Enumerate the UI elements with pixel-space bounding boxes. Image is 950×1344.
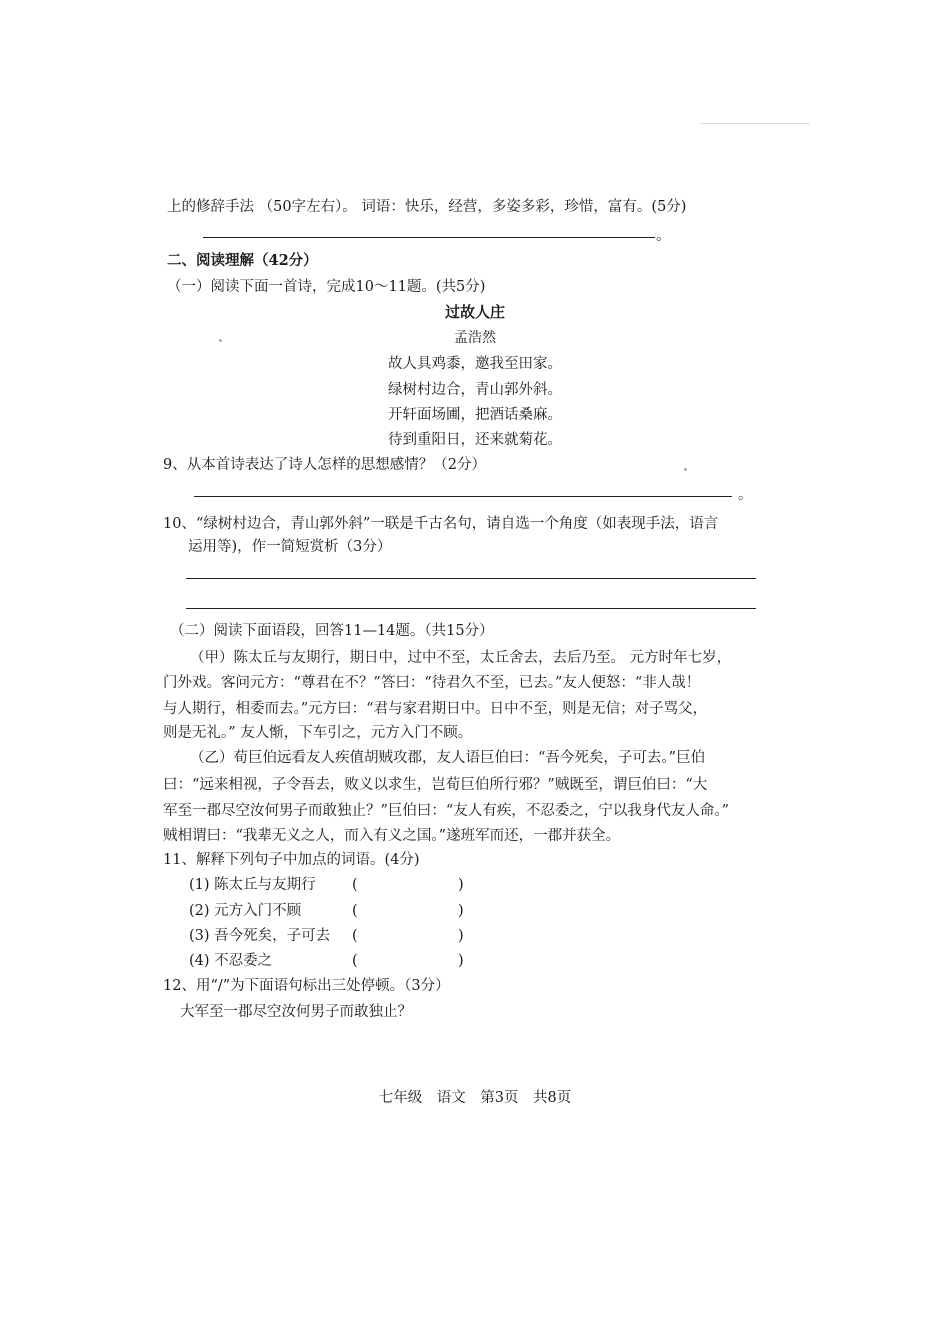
q11-answer-close: ) [458, 928, 464, 944]
q11-item-label: (1) 陈太丘与友期行 [189, 877, 316, 893]
passage-b-line: 曰：“远来相视，子令吾去，败义以求生，岂荀巨伯所行邪？”贼既至，谓巨伯曰：“大 [163, 777, 708, 793]
question-10-cont: 运用等)，作一简短赏析（3分） [188, 539, 392, 555]
poem-line: 开轩面场圃，把酒话桑麻。 [388, 407, 562, 423]
q9-end-mark: 。 [738, 487, 753, 503]
passage-a-line: 则是无礼。” 友人惭，下车引之，元方入门不顾。 [163, 725, 473, 741]
question-9: 9、从本首诗表达了诗人怎样的思想感情？（2分） [163, 457, 486, 473]
part1-intro: （一）阅读下面一首诗，完成10～11题。(共5分) [167, 279, 486, 295]
q11-answer-open[interactable]: ( [352, 877, 358, 893]
q11-item-label: (4) 不忍委之 [189, 953, 273, 969]
q11-item-label: (2) 元方入门不顾 [189, 903, 302, 919]
q10-answer-line [186, 608, 756, 609]
part2-intro: （二）阅读下面语段，回答11—14题。（共15分） [170, 623, 494, 639]
poem-line: 待到重阳日，还来就菊花。 [388, 432, 562, 448]
q11-answer-open[interactable]: ( [352, 928, 358, 944]
q8-end-mark: 。 [656, 228, 671, 244]
question-11: 11、解释下列句子中加点的词语。(4分) [163, 852, 420, 868]
passage-a-line: 门外戏。客问元方：“尊君在不？”答曰：“待君久不至，已去。”友人便怒：“非人哉！ [163, 675, 701, 691]
poem-line: 故人具鸡黍，邀我至田家。 [388, 356, 562, 372]
q11-answer-open[interactable]: ( [352, 953, 358, 969]
poem-line: 绿树村边合，青山郭外斜。 [388, 382, 562, 398]
passage-b-line: 军至一郡尽空汝何男子而敢独止？”巨伯曰：“友人有疾，不忍委之，宁以我身代友人命。” [163, 803, 729, 819]
scan-speck [684, 468, 687, 471]
page-footer: 七年级 语文 第3页 共8页 [378, 1090, 572, 1106]
passage-b-line: （乙）荀巨伯远看友人疾值胡贼攻郡，友人语巨伯曰：“吾今死矣，子可去。”巨伯 [190, 750, 706, 766]
q10-answer-line [186, 578, 756, 579]
q11-answer-close: ) [458, 903, 464, 919]
q11-answer-open[interactable]: ( [352, 903, 358, 919]
q11-answer-close: ) [458, 953, 464, 969]
q8-tail-text: 上的修辞手法 （50字左右）。 词语：快乐，经营，多姿多彩，珍惜，富有。(5分) [167, 199, 687, 215]
scan-artifact [700, 123, 810, 124]
passage-a-line: 与人期行，相委而去。”元方曰：“君与家君期日中。日中不至，则是无信；对子骂父， [163, 701, 708, 717]
poem-title: 过故人庄 [444, 303, 505, 321]
q8-answer-line [203, 237, 655, 238]
question-10: 10、“绿树村边合，青山郭外斜”一联是千古名句，请自选一个角度（如表现手法，语言 [163, 516, 719, 532]
question-12: 12、用“/”为下面语句标出三处停顿。（3分） [163, 978, 450, 994]
q11-item-label: (3) 吾今死矣，子可去 [189, 928, 331, 944]
passage-a-line: （甲）陈太丘与友期行，期日中，过中不至，太丘舍去，去后乃至。 元方时年七岁， [190, 650, 732, 666]
q12-sentence: 大军至一郡尽空汝何男子而敢独止？ [180, 1004, 412, 1020]
q9-answer-line [194, 496, 732, 497]
section-heading: 二、阅读理解（42分） [167, 252, 318, 269]
q11-answer-close: ) [458, 877, 464, 893]
poem-author: 孟浩然 [454, 330, 496, 346]
passage-b-line: 贼相谓曰：“我辈无义之人，而入有义之国。”遂班军而还，一郡并获全。 [163, 828, 621, 844]
